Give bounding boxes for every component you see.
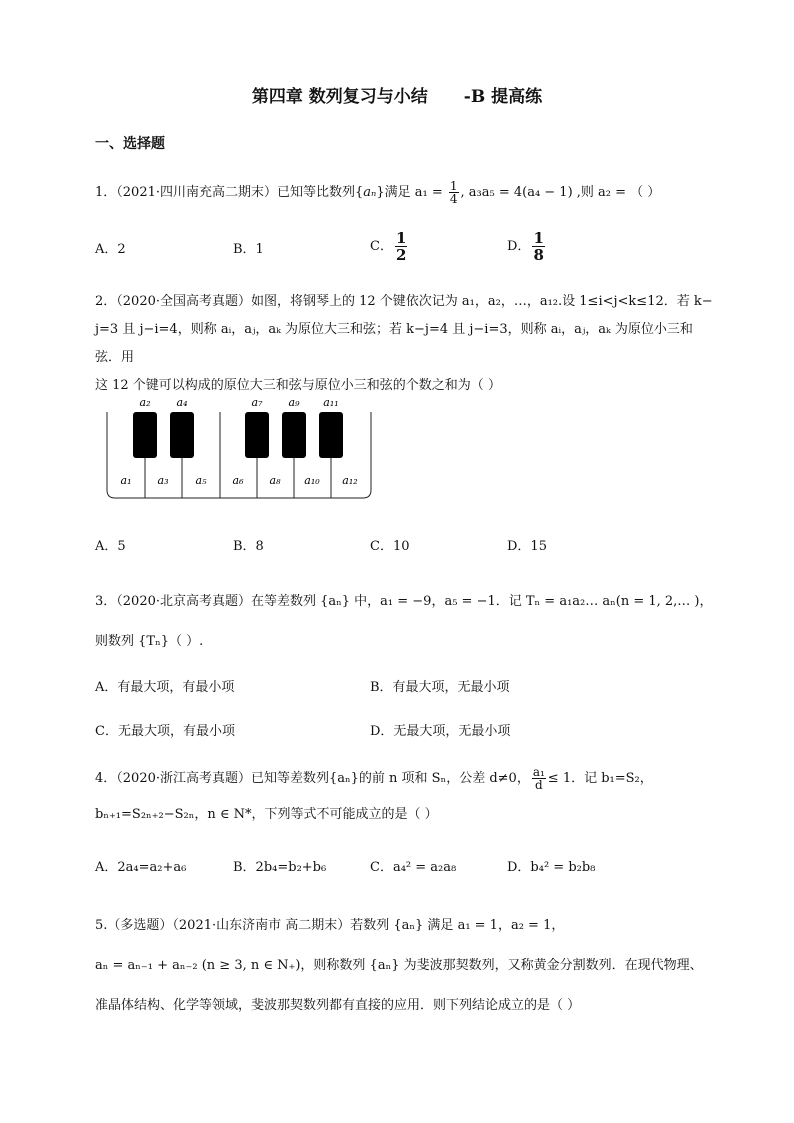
label-a11: a₁₁ [323, 396, 339, 409]
question-5: 5.（多选题）（2021·山东济南市 高二期末）若数列 {aₙ} 满足 a₁ = 1，a₂ = 1， aₙ = aₙ₋₁ + aₙ₋₂ (n ≥ 3, n ∈ N₊)，则称数列 {aₙ} 为斐波那契数列，又称黄金分割数列．在现代物理、 准晶体结构、化学等领域，斐波那契数列都有直接的应用．则下列结论成立的是（ ） [95, 918, 703, 1013]
q1-option-a[interactable]: A．2 [95, 242, 126, 257]
label-a7: a₇ [251, 396, 263, 409]
q4-fraction: $\frac{\text{a₁}}{d}$ [532, 765, 545, 792]
q1-fraction: $\frac{1}{4}$ [449, 179, 458, 206]
q2-option-a[interactable]: A．5 [95, 539, 126, 554]
q2-option-d[interactable]: D．15 [507, 539, 547, 554]
q4-option-b[interactable]: B．2b₄=b₂+b₆ [233, 860, 327, 875]
q4-option-d[interactable]: D．b₄² = b₂b₈ [507, 860, 596, 875]
label-a2: a₂ [139, 396, 151, 409]
q2-option-c[interactable]: C．10 [370, 539, 410, 554]
label-a4: a₄ [176, 396, 188, 409]
q3-option-c[interactable]: C．无最大项，有最小项 [95, 724, 235, 739]
label-a3: a₃ [157, 474, 169, 487]
question-1: 1．（2021·四川南充高二期末）已知等比数列{aₙ}满足 a₁ = $\frac{1}{4}$ , a₃a₅ = 4(a₄ − 1) ,则 a₂ = （ ） [95, 179, 661, 206]
black-key-a11 [319, 412, 343, 458]
question-3: 3．（2020·北京高考真题）在等差数列 {aₙ} 中，a₁ = −9，a₅ = −1．记 Tₙ = a₁a₂… aₙ(n = 1, 2,… )， 则数列 {Tₙ}（ ）. [95, 594, 713, 649]
label-a9: a₉ [288, 396, 300, 409]
section-heading: 一、选择题 [95, 136, 165, 152]
black-key-a7 [245, 412, 269, 458]
q3-option-b[interactable]: B．有最大项，无最小项 [370, 680, 510, 695]
black-key-a2 [133, 412, 157, 458]
title-sub: -B 提高练 [463, 87, 543, 107]
title-main: 第四章 数列复习与小结 [251, 87, 428, 107]
label-a6: a₆ [232, 474, 244, 487]
black-key-a9 [282, 412, 306, 458]
q4-option-c[interactable]: C．a₄² = a₂a₈ [370, 860, 457, 875]
question-2: 2．（2020·全国高考真题）如图，将钢琴上的 12 个键依次记为 a₁，a₂，…，a₁₂.设 1≤i<j<k≤12．若 k− j=3 且 j−i=4，则称 aᵢ，aⱼ，aₖ 为原位大三和弦；若 k−j=4 且 j−i=3，则称 aᵢ，aⱼ，aₖ 为原位小三和弦．用 这 12 个键可以构成的原位大三和弦与原位小三和弦的个数之和为（ ） [95, 294, 713, 393]
q3-option-d[interactable]: D．无最大项，无最小项 [370, 724, 511, 739]
q1-option-c[interactable]: C． $\frac{1}{2}$ [370, 229, 407, 264]
label-a5: a₅ [195, 474, 207, 487]
question-4-line2: bₙ₊₁=S₂ₙ₊₂−S₂ₙ，n ∈ N*，下列等式不可能成立的是（ ） [95, 807, 438, 822]
black-key-a4 [170, 412, 194, 458]
page-title [0, 82, 794, 107]
label-a12: a₁₂ [342, 474, 358, 487]
q1-option-d[interactable]: D． $\frac{1}{8}$ [507, 229, 544, 264]
q2-option-b[interactable]: B．8 [233, 539, 264, 554]
question-4: 4．（2020·浙江高考真题）已知等差数列{aₙ}的前 n 项和 Sₙ，公差 d≠0， $\frac{\text{a₁}}{d}$ ≤ 1．记 b₁=S₂， [95, 765, 653, 792]
label-a10: a₁₀ [304, 474, 320, 487]
piano-keyboard-figure [105, 390, 375, 502]
q3-option-a[interactable]: A．有最大项，有最小项 [95, 680, 235, 695]
q1-option-b[interactable]: B．1 [233, 242, 264, 257]
q4-option-a[interactable]: A．2a₄=a₂+a₆ [95, 860, 187, 875]
label-a1: a₁ [120, 474, 132, 487]
label-a8: a₈ [269, 474, 281, 487]
